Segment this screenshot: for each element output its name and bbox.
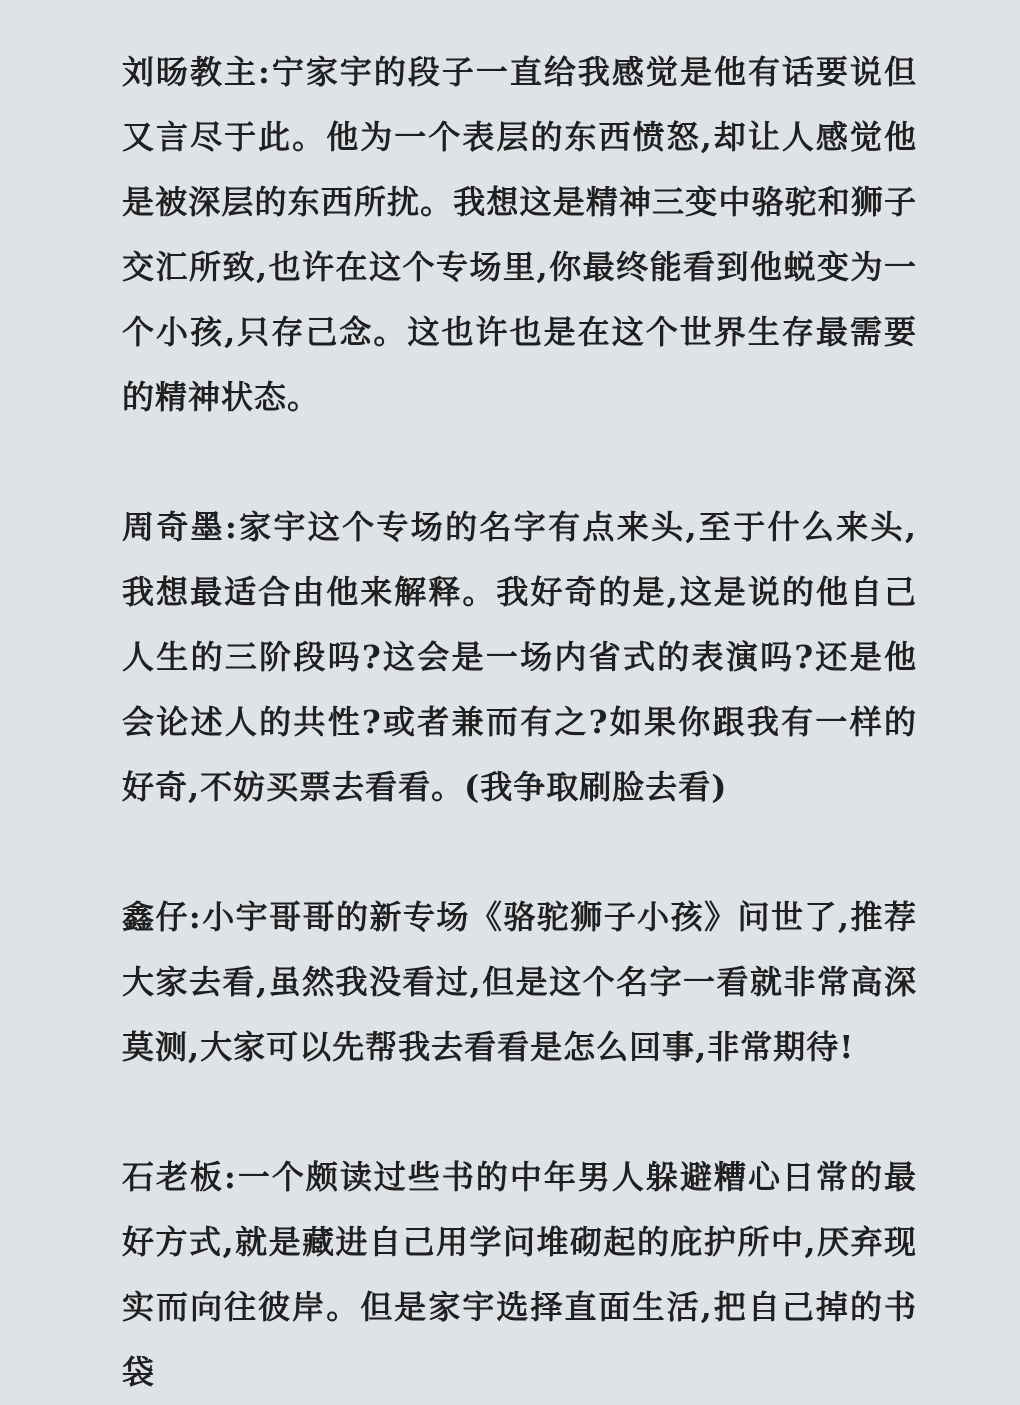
comment-xinzai: 鑫仔:小宇哥哥的新专场《骆驼狮子小孩》问世了,推荐大家去看,虽然我没看过,但是这个名字一看就非常高深莫测,大家可以先帮我去看看是怎么回事,非常期待! bbox=[122, 898, 917, 1066]
paragraph-gap bbox=[122, 1080, 917, 1145]
comment-zhou-qimo: 周奇墨:家宇这个专场的名字有点来头,至于什么来头,我想最适合由他来解释。我好奇的是,这是说的他自己人生的三阶段吗?这会是一场内省式的表演吗?还是他会论述人的共性?或者兼而有之?如果你跟我有一样的好奇,不妨买票去看看。(我争取刷脸去看) bbox=[122, 508, 917, 806]
comments-list bbox=[122, 40, 917, 1405]
paragraph-gap bbox=[122, 820, 917, 885]
paragraph-gap bbox=[122, 430, 917, 495]
comment-shi-laoban: 石老板:一个颇读过些书的中年男人躲避糟心日常的最好方式,就是藏进自己用学问堆砌起的庇护所中,厌弃现实而向往彼岸。但是家宇选择直面生活,把自己掉的书袋 bbox=[122, 1158, 917, 1391]
comment-liu-yang: 刘旸教主:宁家宇的段子一直给我感觉是他有话要说但又言尽于此。他为一个表层的东西愤怒,却让人感觉他是被深层的东西所扰。我想这是精神三变中骆驼和狮子交汇所致,也许在这个专场里,你最终能看到他蜕变为一个小孩,只存己念。这也许也是在这个世界生存最需要的精神状态。 bbox=[122, 53, 917, 416]
